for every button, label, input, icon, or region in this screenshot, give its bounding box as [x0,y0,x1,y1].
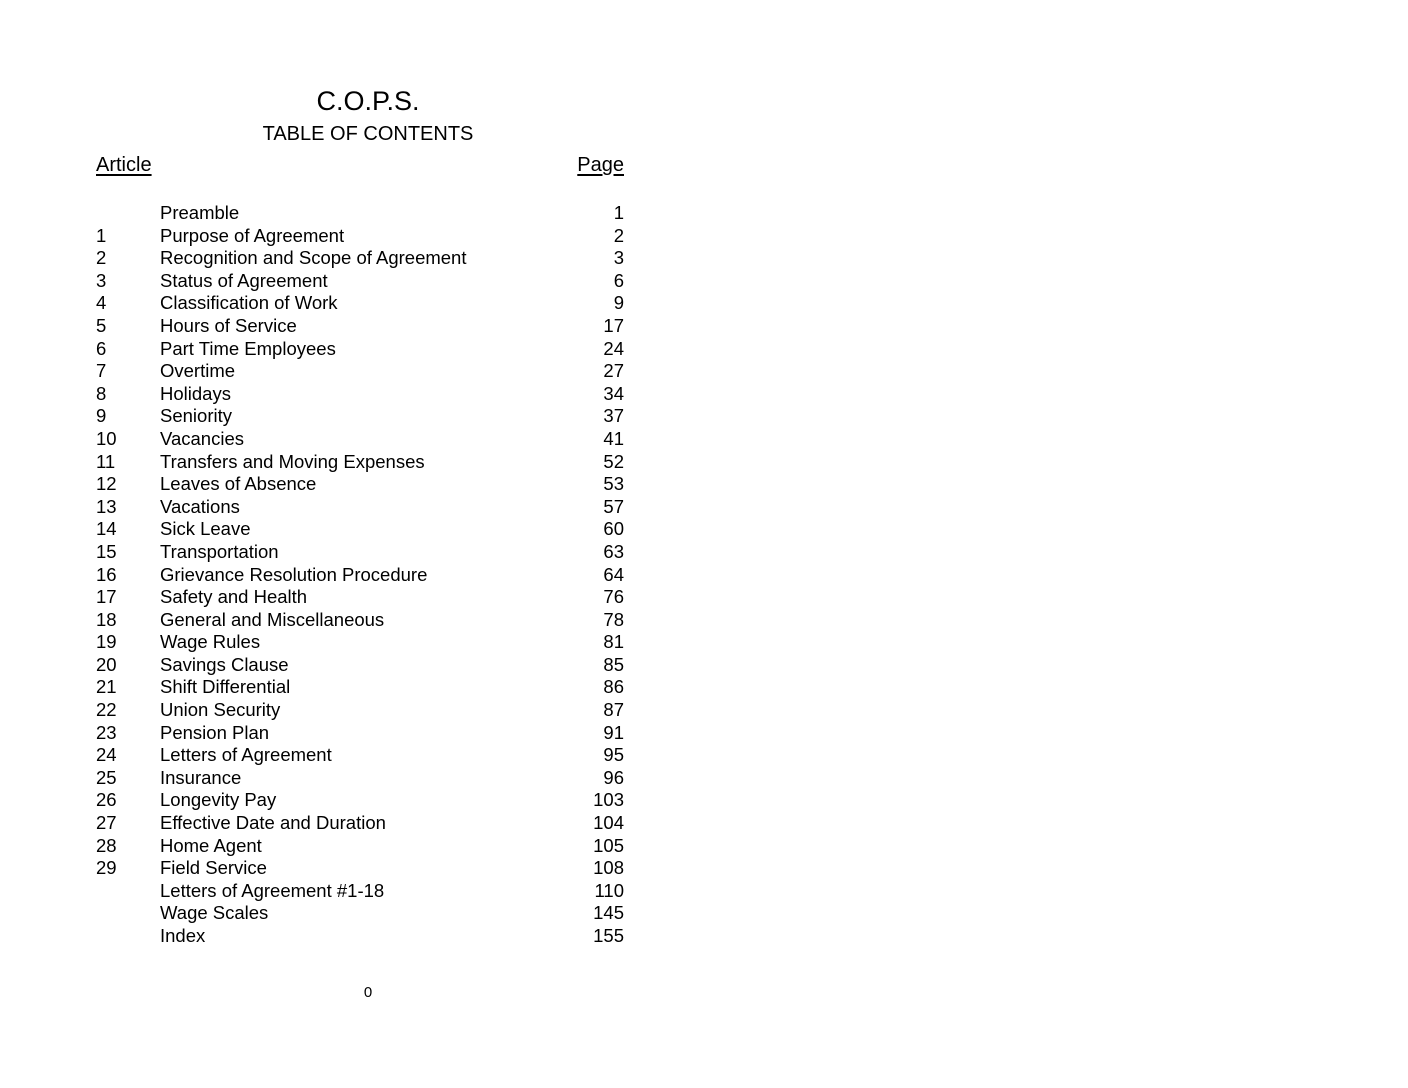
toc-entry [96,789,624,812]
toc-entry [96,541,624,564]
toc-entry [96,744,624,767]
toc-entry [96,451,624,474]
article-number: 21 [96,676,117,698]
article-title: Seniority [160,405,232,427]
article-title: Overtime [160,360,236,382]
article-title: Vacancies [160,427,244,449]
toc-entry [96,722,624,745]
article-number: 3 [96,269,107,291]
toc-entry [96,631,624,654]
article-title: Preamble [160,202,240,223]
article-number: 14 [96,518,117,540]
article-title: Savings Clause [160,653,289,675]
article-title: Transfers and Moving Expenses [160,450,425,472]
article-page-number: 17 [603,314,624,336]
article-number: 29 [96,857,117,879]
toc-entry [96,428,624,451]
toc-entry [96,699,624,722]
article-title: Letters of Agreement [160,744,332,766]
article-page-number: 86 [603,676,624,698]
article-title: Status of Agreement [160,269,328,291]
article-number: 26 [96,789,117,811]
article-page-number: 145 [593,902,624,924]
toc-entry [96,925,624,948]
article-page-number: 96 [603,766,624,788]
article-page-number: 87 [603,699,624,721]
article-number: 17 [96,586,117,608]
article-number: 19 [96,631,117,653]
toc-entry [96,247,624,270]
table-of-contents [96,202,624,948]
document-subtitle: TABLE OF CONTENTS [262,123,474,145]
article-title: Part Time Employees [160,337,336,359]
article-title: Holidays [160,382,231,404]
article-title: General and Miscellaneous [160,608,385,630]
article-number: 8 [96,382,107,404]
toc-entry [96,835,624,858]
article-title: Union Security [160,699,281,721]
article-page-number: 63 [603,540,624,562]
article-number: 20 [96,653,117,675]
article-number: 16 [96,563,117,585]
article-page-number: 2 [613,224,624,246]
article-title: Hours of Service [160,314,297,336]
article-number: 12 [96,473,117,495]
toc-entry [96,564,624,587]
article-page-number: 103 [593,789,624,811]
article-number: 10 [96,427,117,449]
article-page-number: 9 [613,292,624,314]
article-title: Insurance [160,766,242,788]
toc-entry [96,902,624,925]
article-number: 11 [96,450,116,472]
article-number: 5 [96,314,107,336]
toc-entry [96,473,624,496]
article-number: 27 [96,812,117,834]
article-title: Wage Rules [160,631,261,653]
article-number: 13 [96,495,117,517]
toc-entry [96,857,624,880]
toc-entry [96,518,624,541]
toc-entry [96,383,624,406]
article-number: 28 [96,834,117,856]
article-number: 18 [96,608,117,630]
article-title: Pension Plan [160,721,270,743]
toc-entry [96,586,624,609]
article-number: 4 [96,292,107,314]
toc-entry [96,767,624,790]
toc-entry [96,812,624,835]
article-title: Recognition and Scope of Agreement [160,247,467,269]
article-page-number: 155 [593,925,624,946]
toc-entry [96,225,624,248]
article-page-number: 64 [603,563,624,585]
article-title: Purpose of Agreement [160,224,345,246]
toc-entry [96,360,624,383]
toc-entry [96,338,624,361]
article-title: Safety and Health [160,586,308,608]
page-column-header: Page [577,154,624,176]
article-page-number: 1 [613,202,624,223]
article-page-number: 81 [603,631,624,653]
page-number: 0 [363,984,373,1001]
toc-entry [96,315,624,338]
article-title: Effective Date and Duration [160,812,386,834]
article-page-number: 6 [613,269,624,291]
article-page-number: 91 [603,721,624,743]
article-page-number: 60 [603,518,624,540]
article-page-number: 57 [603,495,624,517]
article-page-number: 108 [593,857,624,879]
article-number: 25 [96,766,117,788]
article-page-number: 37 [603,405,624,427]
article-number: 15 [96,540,117,562]
toc-entry [96,405,624,428]
article-number: 23 [96,721,117,743]
article-title: Classification of Work [160,292,338,314]
article-page-number: 104 [593,812,624,834]
toc-entry [96,496,624,519]
article-title: Field Service [160,857,267,879]
article-number: 7 [96,360,107,382]
article-page-number: 53 [603,473,624,495]
article-number: 1 [96,224,107,246]
article-number: 9 [96,405,107,427]
article-page-number: 27 [603,360,624,382]
toc-entry [96,202,624,225]
article-title: Wage Scales [160,902,269,924]
article-title: Grievance Resolution Procedure [160,563,428,585]
toc-entry [96,654,624,677]
article-page-number: 52 [603,450,624,472]
article-title: Home Agent [160,834,262,856]
article-page-number: 76 [603,586,624,608]
article-page-number: 34 [603,382,624,404]
article-number: 24 [96,744,117,766]
article-page-number: 105 [593,834,624,856]
toc-entry [96,609,624,632]
article-page-number: 41 [603,427,624,449]
article-title: Sick Leave [160,518,251,540]
article-number: 22 [96,699,117,721]
article-page-number: 3 [613,247,624,269]
article-title: Shift Differential [160,676,291,698]
toc-entry [96,292,624,315]
article-title: Vacations [160,495,240,517]
article-title: Index [160,925,206,946]
article-title: Letters of Agreement #1-18 [160,879,385,901]
article-title: Longevity Pay [160,789,277,811]
document-title: C.O.P.S. [316,86,420,116]
article-page-number: 78 [603,608,624,630]
article-title: Leaves of Absence [160,473,317,495]
article-page-number: 85 [603,653,624,675]
article-number: 6 [96,337,107,359]
article-page-number: 95 [603,744,624,766]
toc-entry [96,880,624,903]
article-column-header: Article [96,154,152,176]
article-page-number: 110 [594,879,624,901]
toc-entry [96,270,624,293]
toc-entry [96,676,624,699]
article-number: 2 [96,247,107,269]
article-title: Transportation [160,540,279,562]
article-page-number: 24 [603,337,624,359]
